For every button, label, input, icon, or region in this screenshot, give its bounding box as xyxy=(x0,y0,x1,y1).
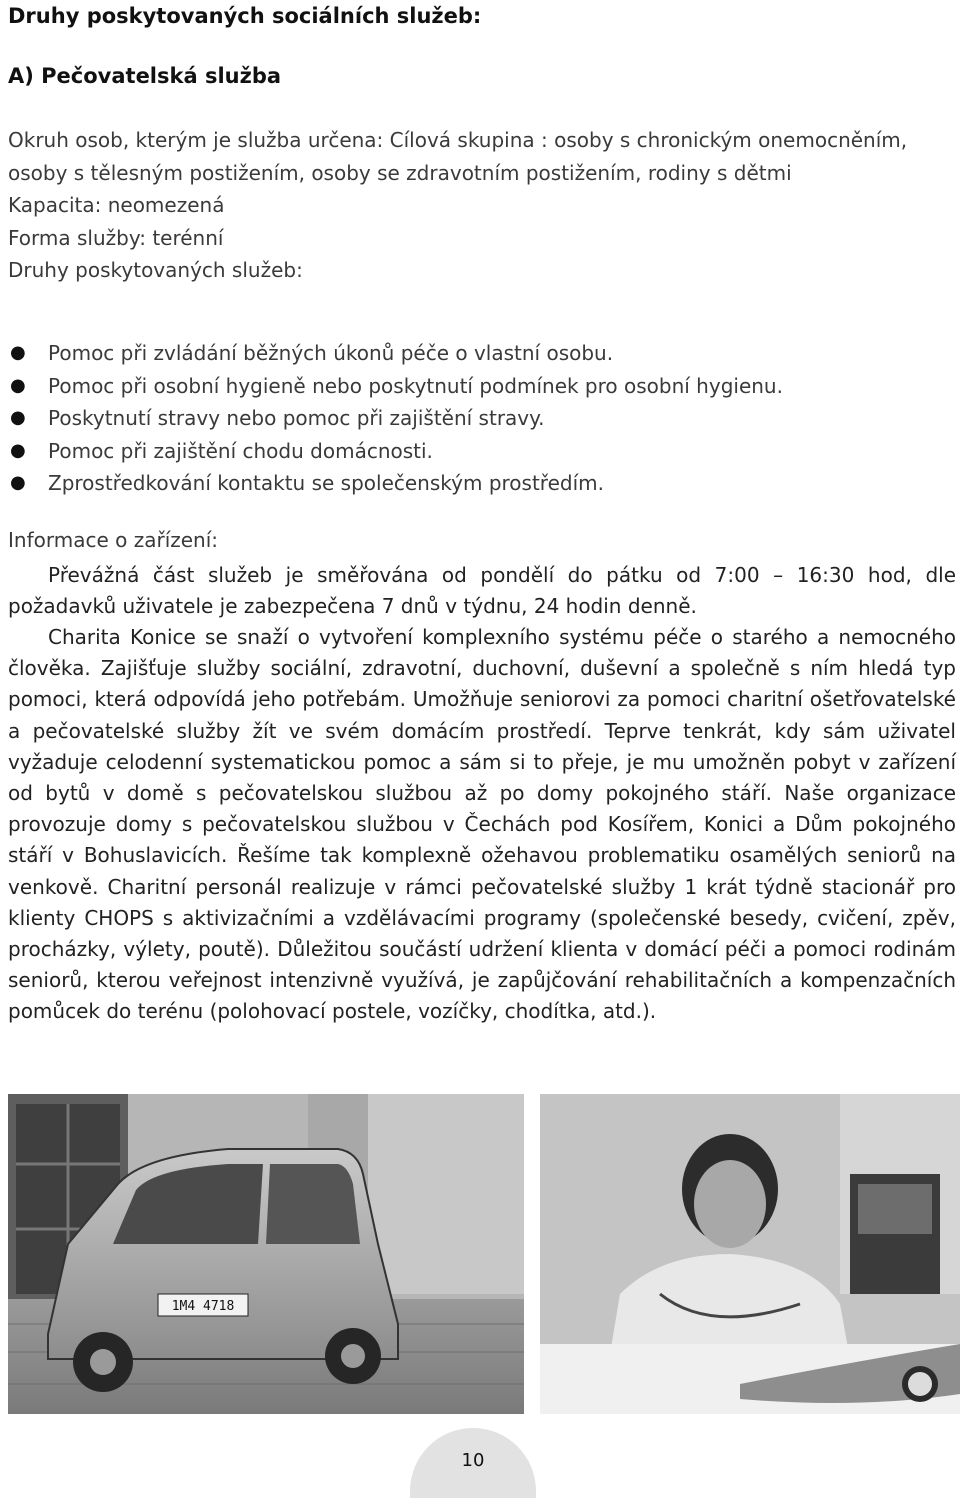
description-paragraph: Charita Konice se snaží o vytvoření komplexního systému péče o starého a nemocného člověka. Zajišťuje služby sociální, zdravotní, duchovní, duševní a společně s ním hledá typ pomoci, která odpovídá jeho potřebám. Umožňuje seniorovi za pomoci charitní ošetřovatelské a pečovatelské služby žít ve svém domácím prostředí. Teprve tenkrát, kdy sám uživatel vyžaduje celodenní systematickou pomoc a sám si to přeje, je mu umožněn pobyt v zařízení od bytů v domě s pečovatelskou službou až po domy pokojného stáří. Naše organizace provozuje domy s pečovatelskou službou v Čechách pod Kosířem, Konici a Dům pokojného stáří v Bohuslavicích. Řešíme tak komplexně ožehavou problematiku osamělých seniorů na venkově. Charitní personál realizuje v rámci pečovatelské služby 1 krát týdně stacionář pro klienty CHOPS s aktivizačními a vzdělávacími programy (společenské besedy, cvičení, zpěv, procházky, výlety, poutě). Důležitou součástí udržení klienta v domácí péči a pomoci rodinám seniorů, kterou veřejnost intenzivně využívá, je zapůjčování rehabilitačních a kompenzačních pomůcek do terénu (polohovací postele, vozíčky, chodítka, atd.). xyxy=(8,625,956,1024)
section-title: A) Pečovatelská služba xyxy=(8,64,282,88)
facility-info-heading: Informace o zařízení: xyxy=(8,528,219,552)
service-meta xyxy=(8,124,956,287)
list-item: ● Poskytnutí stravy nebo pomoc při zajištění stravy. xyxy=(8,402,956,435)
target-group-text: Okruh osob, kterým je služba určena: Cílová skupina : osoby s chronickým onemocněním, osoby s tělesným postižením, osoby se zdravotním postižením, rodiny s dětmi xyxy=(8,128,908,185)
license-plate-text: 1M4 4718 xyxy=(171,1299,235,1314)
service-types-label: Druhy poskytovaných služeb: xyxy=(8,258,303,282)
page-heading: Druhy poskytovaných sociálních služeb: xyxy=(8,4,482,28)
bullet-icon: ● xyxy=(10,439,26,461)
bullet-icon: ● xyxy=(10,472,26,493)
list-item: ● Pomoc při zajištění chodu domácnosti. xyxy=(8,435,956,468)
nurse-photo xyxy=(540,1094,960,1414)
page-number: 10 xyxy=(461,1450,485,1471)
list-item: ● Pomoc při osobní hygieně nebo poskytnutí podmínek pro osobní hygienu. xyxy=(8,370,956,403)
services-list xyxy=(8,337,956,500)
capacity-text: Kapacita: neomezená xyxy=(8,193,225,217)
car-photo xyxy=(8,1094,524,1414)
list-item: ● Pomoc při zvládání běžných úkonů péče o vlastní osobu. xyxy=(8,337,956,370)
service-form-text: Forma služby: terénní xyxy=(8,225,224,250)
bullet-icon: ● xyxy=(10,407,26,428)
hours-paragraph: Převážná část služeb je směřována od pondělí do pátku od 7:00 – 16:30 hod, dle požadavků uživatele je zabezpečena 7 dnů v týdnu, 24 hodin denně. xyxy=(8,563,956,619)
bullet-icon: ● xyxy=(10,374,26,396)
list-item: ● Zprostředkování kontaktu se společenským prostředím. xyxy=(8,467,956,500)
page-number-tab xyxy=(410,1428,536,1498)
bullet-icon: ● xyxy=(10,342,26,363)
